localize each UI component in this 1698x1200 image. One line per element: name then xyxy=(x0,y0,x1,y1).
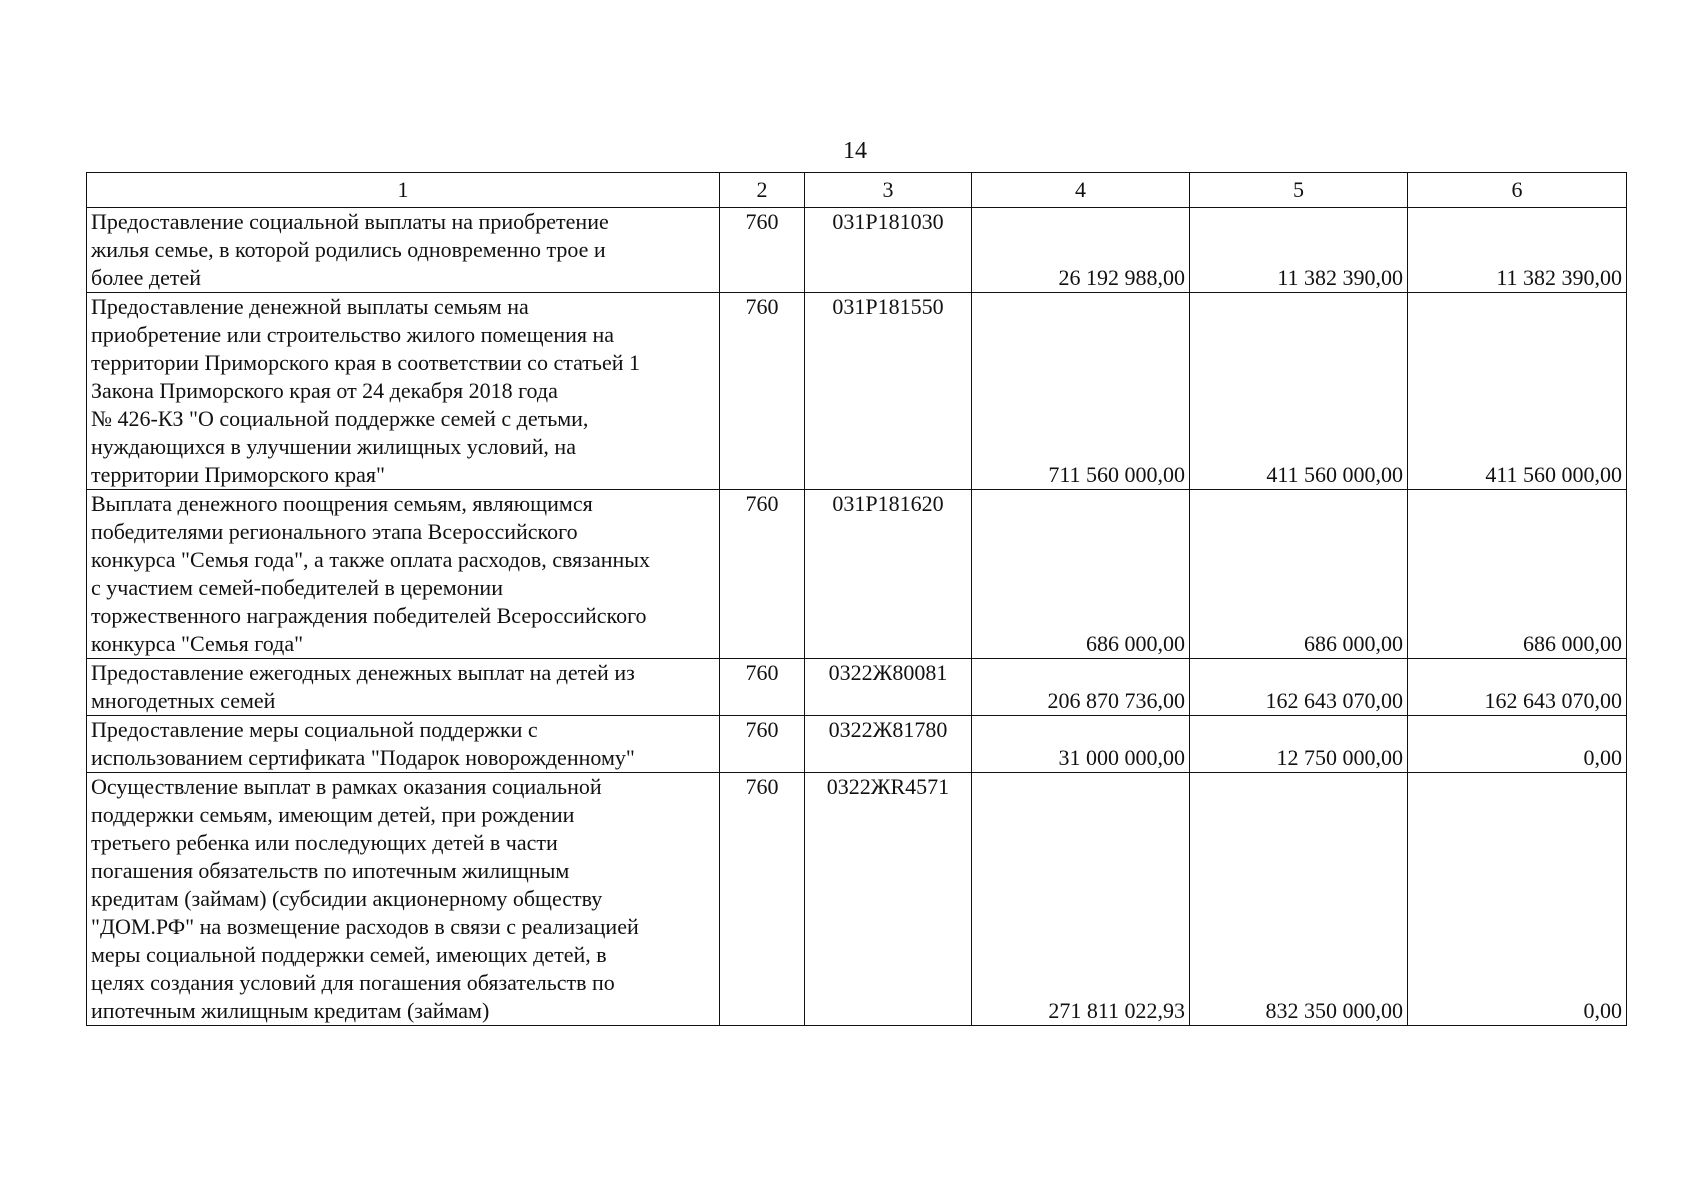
column-header: 6 xyxy=(1408,173,1627,208)
table-row xyxy=(87,293,1627,490)
description-line: Предоставление меры социальной поддержки с xyxy=(91,717,538,742)
description-line: Предоставление денежной выплаты семьям на xyxy=(91,294,529,319)
description-line: конкурса "Семья года", а также оплата расходов, связанных xyxy=(91,547,651,572)
row-description xyxy=(87,490,720,659)
row-code-760: 760 xyxy=(720,208,805,293)
description-line: целях создания условий для погашения обязательств по xyxy=(91,970,615,995)
column-header: 2 xyxy=(720,173,805,208)
row-budget-code: 0322ЖR4571 xyxy=(805,773,972,1026)
row-budget-code: 031P181030 xyxy=(805,208,972,293)
description-line: приобретение или строительство жилого помещения на xyxy=(91,322,615,347)
description-line: использованием сертификата "Подарок новорожденному" xyxy=(91,745,635,770)
row-amount-col4: 26 192 988,00 xyxy=(972,208,1190,293)
row-amount-col5: 686 000,00 xyxy=(1190,490,1408,659)
description-line: кредитам (займам) (субсидии акционерному обществу xyxy=(91,886,603,911)
table-row xyxy=(87,773,1627,1026)
column-header: 5 xyxy=(1190,173,1408,208)
row-amount-col5: 11 382 390,00 xyxy=(1190,208,1408,293)
row-budget-code: 0322Ж81780 xyxy=(805,716,972,773)
description-line: жилья семье, в которой родились одновременно трое и xyxy=(91,237,606,262)
row-code-760: 760 xyxy=(720,659,805,716)
row-description xyxy=(87,773,720,1026)
row-amount-col6: 162 643 070,00 xyxy=(1408,659,1627,716)
page-number: 14 xyxy=(843,138,867,164)
description-line: более детей xyxy=(91,265,202,290)
description-line: Осуществление выплат в рамках оказания социальной xyxy=(91,774,602,799)
description-line: торжественного награждения победителей Всероссийского xyxy=(91,603,647,628)
row-budget-code: 0322Ж80081 xyxy=(805,659,972,716)
row-budget-code: 031P181620 xyxy=(805,490,972,659)
row-amount-col5: 12 750 000,00 xyxy=(1190,716,1408,773)
row-budget-code: 031P181550 xyxy=(805,293,972,490)
description-line: нуждающихся в улучшении жилищных условий, на xyxy=(91,434,576,459)
description-line: № 426-КЗ "О социальной поддержке семей с детьми, xyxy=(91,406,589,431)
description-line: с участием семей-победителей в церемонии xyxy=(91,575,503,600)
row-amount-col4: 686 000,00 xyxy=(972,490,1190,659)
row-amount-col5: 832 350 000,00 xyxy=(1190,773,1408,1026)
description-line: Предоставление социальной выплаты на приобретение xyxy=(91,209,609,234)
row-amount-col4: 711 560 000,00 xyxy=(972,293,1190,490)
row-amount-col6: 11 382 390,00 xyxy=(1408,208,1627,293)
row-code-760: 760 xyxy=(720,773,805,1026)
column-header: 3 xyxy=(805,173,972,208)
table-row xyxy=(87,490,1627,659)
row-code-760: 760 xyxy=(720,490,805,659)
description-line: многодетных семей xyxy=(91,688,276,713)
description-line: Выплата денежного поощрения семьям, являющимся xyxy=(91,491,593,516)
row-description xyxy=(87,208,720,293)
row-description xyxy=(87,659,720,716)
row-amount-col4: 206 870 736,00 xyxy=(972,659,1190,716)
table-row xyxy=(87,716,1627,773)
description-line: конкурса "Семья года" xyxy=(91,631,304,656)
table-row xyxy=(87,659,1627,716)
description-line: территории Приморского края" xyxy=(91,462,385,487)
row-amount-col6: 411 560 000,00 xyxy=(1408,293,1627,490)
row-description xyxy=(87,716,720,773)
row-amount-col4: 31 000 000,00 xyxy=(972,716,1190,773)
table-header-row xyxy=(87,173,1627,208)
description-line: Предоставление ежегодных денежных выплат на детей из xyxy=(91,660,635,685)
description-line: победителями регионального этапа Всероссийского xyxy=(91,519,578,544)
column-header: 4 xyxy=(972,173,1190,208)
table-body xyxy=(87,208,1627,1026)
row-code-760: 760 xyxy=(720,716,805,773)
row-amount-col5: 411 560 000,00 xyxy=(1190,293,1408,490)
row-amount-col6: 0,00 xyxy=(1408,773,1627,1026)
description-line: "ДОМ.РФ" на возмещение расходов в связи с реализацией xyxy=(91,914,639,939)
row-description xyxy=(87,293,720,490)
row-amount-col4: 271 811 022,93 xyxy=(972,773,1190,1026)
row-amount-col6: 686 000,00 xyxy=(1408,490,1627,659)
table-row xyxy=(87,208,1627,293)
description-line: Закона Приморского края от 24 декабря 2018 года xyxy=(91,378,558,403)
row-amount-col5: 162 643 070,00 xyxy=(1190,659,1408,716)
description-line: ипотечным жилищным кредитам (займам) xyxy=(91,998,490,1023)
column-header: 1 xyxy=(87,173,720,208)
description-line: поддержки семьям, имеющим детей, при рождении xyxy=(91,802,575,827)
row-code-760: 760 xyxy=(720,293,805,490)
description-line: меры социальной поддержки семей, имеющих детей, в xyxy=(91,942,607,967)
description-line: погашения обязательств по ипотечным жилищным xyxy=(91,858,570,883)
description-line: территории Приморского края в соответствии со статьей 1 xyxy=(91,350,640,375)
budget-table xyxy=(86,172,1627,1026)
row-amount-col6: 0,00 xyxy=(1408,716,1627,773)
description-line: третьего ребенка или последующих детей в части xyxy=(91,830,558,855)
